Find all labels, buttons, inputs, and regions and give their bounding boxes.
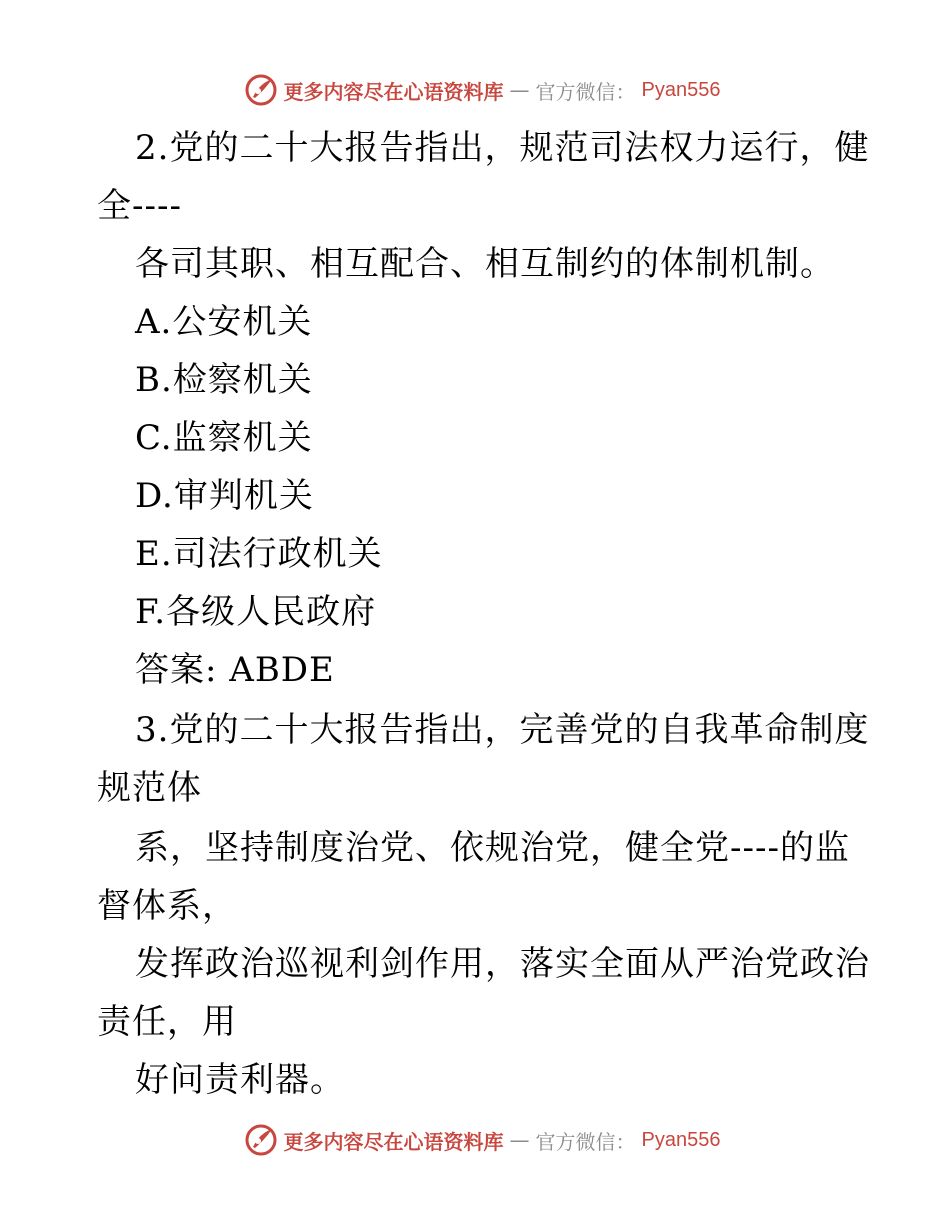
wechat-label: 官方微信： — [535, 79, 636, 104]
site-name: 更多内容尽在心语资料库 — [283, 1129, 504, 1154]
header-watermark-inner — [244, 73, 721, 107]
q2-option-b: B.检察机关 — [135, 360, 313, 400]
site-name: 更多内容尽在心语资料库 — [283, 79, 504, 104]
footer-watermark — [0, 1120, 950, 1160]
q3-stem-line4: 督体系， — [97, 886, 237, 926]
q2-option-d: D.审判机关 — [135, 476, 314, 516]
quill-logo-icon — [244, 1123, 278, 1157]
q3-stem-line6: 责任，用 — [97, 1002, 237, 1042]
q3-stem-line7: 好问责利器。 — [135, 1060, 345, 1100]
wechat-label: 官方微信： — [535, 1129, 636, 1154]
q2-stem-line3: 各司其职、相互配合、相互制约的体制机制。 — [135, 244, 835, 284]
q2-answer: 答案: ABDE — [135, 650, 335, 690]
q2-stem-line1-text: 2.党的二十大报告指出，规范司法权力运行，健 — [135, 128, 870, 168]
wechat-id: Pyan556 — [641, 78, 721, 101]
header-watermark — [0, 70, 950, 110]
quill-logo-icon — [244, 73, 278, 107]
q3-stem-line2: 规范体 — [97, 768, 202, 808]
q3-stem-line5: 发挥政治巡视利剑作用，落实全面从严治党政治 — [135, 944, 870, 984]
q2-option-a: A.公安机关 — [135, 302, 313, 342]
q3-stem-line3: 系，坚持制度治党、依规治党，健全党----的监 — [135, 828, 850, 868]
q2-option-e: E.司法行政机关 — [135, 534, 383, 574]
footer-watermark-inner — [244, 1123, 721, 1157]
banner-separator: — — [509, 1128, 530, 1152]
wechat-id: Pyan556 — [641, 1128, 721, 1151]
q2-option-f: F.各级人民政府 — [135, 592, 377, 632]
q3-stem-line1: 3.党的二十大报告指出，完善党的自我革命制度 — [135, 710, 870, 750]
banner-separator: — — [509, 78, 530, 102]
q2-option-c: C.监察机关 — [135, 418, 313, 458]
q2-stem-line2: 全---- — [97, 186, 182, 226]
q2-stem-line1 — [135, 128, 870, 168]
